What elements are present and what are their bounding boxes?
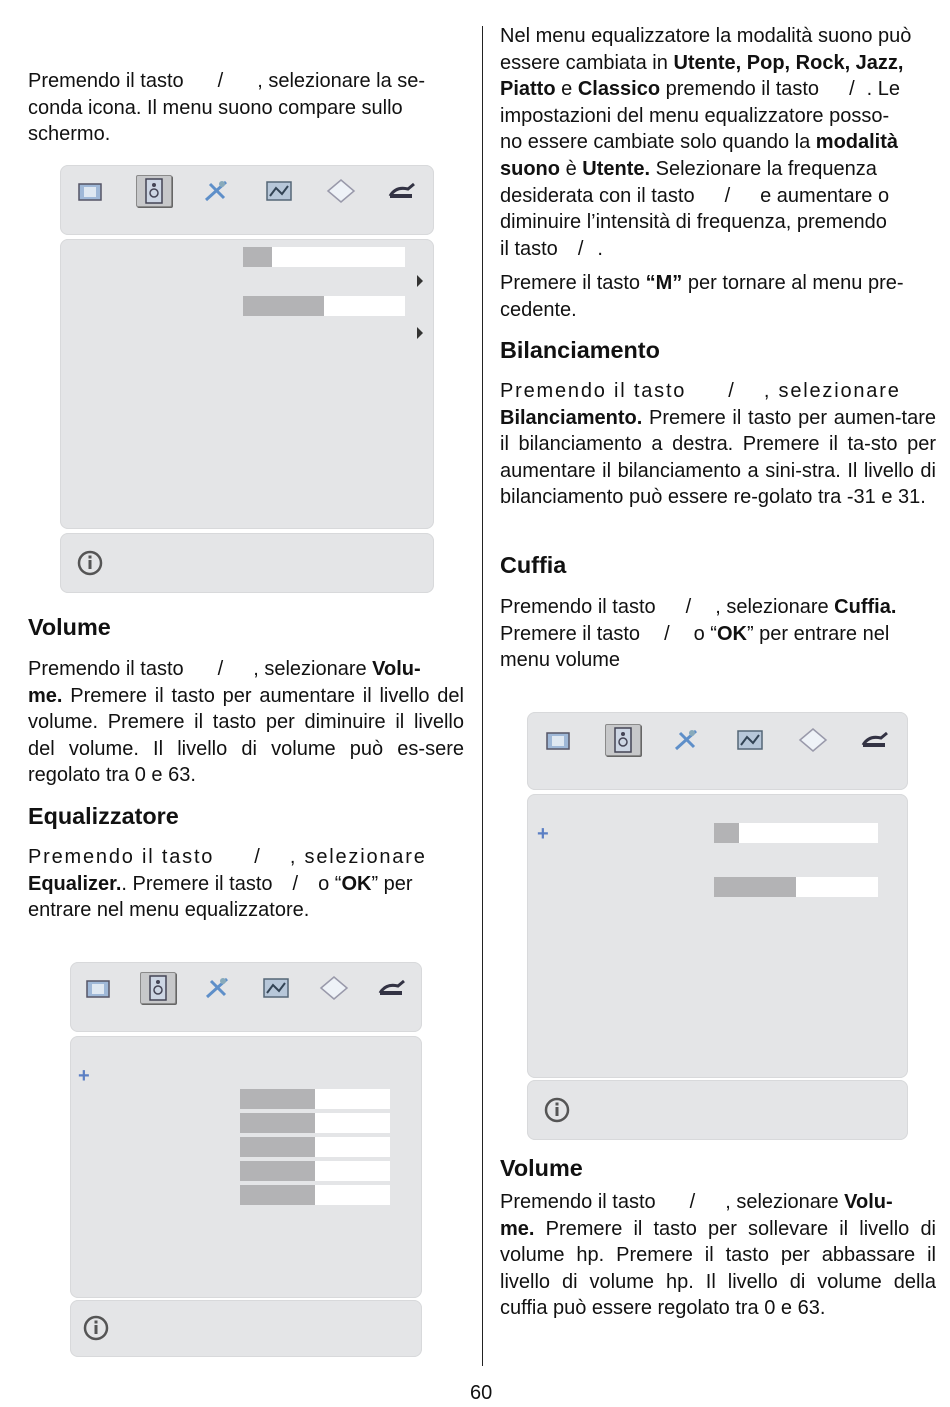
eqm-7b: /	[724, 184, 731, 207]
equalizer-band-bar[interactable]	[240, 1137, 390, 1157]
menu-icon-bar	[60, 165, 434, 235]
features-icon[interactable]	[670, 725, 704, 755]
install-icon[interactable]	[262, 176, 296, 206]
vol2-bold: Volu-	[844, 1191, 893, 1213]
equalizer-band-fill	[240, 1161, 315, 1181]
eqm-3b: e	[561, 78, 573, 101]
headphone-balance-fill	[714, 877, 796, 897]
eq-text-5: entrare nel menu equalizzatore.	[28, 899, 310, 922]
cuf-g: ” per entrare nel	[746, 622, 890, 645]
volume-text-a: Premendo il tasto	[28, 658, 184, 680]
balance-bar[interactable]	[243, 296, 405, 316]
eqm-3f: . Le	[866, 78, 900, 101]
eq-text-c: , selezionare	[289, 846, 427, 868]
volume-text-rest: Premere il tasto per aumentare il livello del volume. Premere il tasto per diminuire il livello del volume. Il livello di volume può es-sere regolato tra 0 e 63.	[28, 684, 464, 787]
volume-slash: /	[217, 658, 224, 680]
intro-text-1: Premendo il tasto	[28, 70, 184, 92]
bal-c: , selezionare	[763, 380, 901, 402]
vol2-a: Premendo il tasto	[500, 1191, 656, 1213]
bal-slash: /	[728, 380, 734, 402]
vol2-bold-2: me.	[500, 1217, 535, 1240]
eqm-5a: no essere cambiate solo quando la	[500, 131, 811, 154]
eqm-6d: Selezionare la frequenza	[655, 157, 877, 180]
headphone-balance-bar[interactable]	[714, 877, 878, 897]
eqm-3d: premendo il tasto	[665, 78, 820, 101]
balance-paragraph	[500, 378, 936, 511]
menu-icon-bar	[527, 712, 908, 790]
sound-icon[interactable]	[136, 175, 172, 207]
headphone-volume-paragraph	[500, 1189, 936, 1322]
eqm-8: diminuire l’intensità di frequenza, premendo	[500, 211, 887, 234]
tv-icon[interactable]	[376, 973, 410, 1003]
equalizer-band-fill	[240, 1113, 315, 1133]
bal-bold: Bilanciamento.	[500, 406, 643, 429]
eq-text-a: Premendo il tasto	[28, 846, 215, 868]
volume-paragraph	[28, 656, 464, 789]
cuf-slash-2: /	[664, 622, 670, 645]
volume-bold: Volu-	[372, 658, 421, 680]
eq-bold: Equalizer.	[28, 872, 122, 895]
intro-text-3: conda icona. Il menu suono compare sullo	[28, 96, 403, 119]
install-icon[interactable]	[259, 973, 293, 1003]
vol2-c: , selezionare	[725, 1191, 839, 1213]
m-b: “M”	[645, 272, 683, 294]
equalizer-band-bar[interactable]	[240, 1089, 390, 1109]
equalizer-band-fill	[240, 1137, 315, 1157]
menu-info-bar	[70, 1300, 422, 1357]
eq-text-4: ” per	[371, 872, 413, 895]
equalizer-band-fill	[240, 1089, 315, 1109]
equalizer-mode-paragraph	[500, 23, 936, 262]
volume-bar-fill	[243, 247, 272, 267]
eqm-3c: Classico	[577, 78, 661, 101]
equalizer-heading: Equalizzatore	[28, 803, 179, 829]
headphone-menu	[527, 712, 908, 1140]
cuf-slash: /	[685, 596, 692, 618]
eqm-6c: Utente.	[582, 157, 651, 180]
menu-info-bar	[527, 1080, 908, 1140]
eqm-6b: è	[565, 157, 577, 180]
eqm-6a: suono	[500, 157, 560, 180]
intro-slash: /	[217, 70, 224, 92]
menu-info-bar	[60, 533, 434, 593]
info-icon	[76, 549, 104, 577]
headphone-volume-heading: Volume	[500, 1155, 583, 1181]
equalizer-menu	[70, 962, 422, 1357]
equalizer-menu-body	[70, 1036, 422, 1298]
eqm-2b: Utente, Pop, Rock, Jazz,	[673, 51, 904, 74]
eqm-3a: Piatto	[500, 78, 556, 101]
picture-icon[interactable]	[82, 973, 116, 1003]
balance-bar-fill	[243, 296, 324, 316]
eq-text-3: o “	[318, 872, 342, 895]
menu-icons	[60, 175, 434, 207]
source-icon[interactable]	[796, 725, 830, 755]
source-icon[interactable]	[317, 973, 351, 1003]
menu-icons	[527, 724, 908, 756]
picture-icon[interactable]	[542, 725, 576, 755]
eq-ok: OK	[341, 872, 372, 895]
vol2-slash: /	[689, 1191, 696, 1213]
features-icon[interactable]	[200, 176, 234, 206]
cursor-plus-icon: +	[537, 823, 549, 845]
eqm-4: impostazioni del menu equalizzatore posso-	[500, 104, 890, 127]
menu-back-paragraph	[500, 270, 936, 323]
eqm-5b: modalità	[815, 131, 899, 154]
m-c: per tornare al menu pre-	[687, 272, 904, 294]
picture-icon[interactable]	[74, 176, 108, 206]
install-icon[interactable]	[733, 725, 767, 755]
eq-slash: /	[254, 846, 260, 868]
balance-heading: Bilanciamento	[500, 337, 660, 363]
cuf-h: menu volume	[500, 649, 621, 672]
bal-a: Premendo il tasto	[500, 380, 687, 402]
eq-text-1: . Premere il tasto	[121, 872, 273, 895]
eqm-9c: .	[597, 237, 603, 260]
m-a: Premere il tasto	[500, 272, 641, 294]
sound-icon[interactable]	[140, 972, 176, 1004]
cuf-c: , selezionare	[715, 596, 829, 618]
menu-icons	[70, 972, 422, 1004]
sound-menu	[60, 165, 434, 593]
volume-bold-2: me.	[28, 684, 63, 707]
intro-text-4: schermo.	[28, 123, 111, 146]
menu-icon-bar	[70, 962, 422, 1032]
volume-bar[interactable]	[243, 247, 405, 267]
features-icon[interactable]	[201, 973, 235, 1003]
source-icon[interactable]	[324, 176, 358, 206]
cuf-f: o “	[693, 622, 717, 645]
eqm-9a: il tasto	[500, 237, 558, 260]
page-number: 60	[470, 1382, 493, 1404]
intro-paragraph	[28, 68, 464, 148]
eqm-7a: desiderata con il tasto	[500, 184, 695, 207]
vol2-rest: Premere il tasto per sollevare il livello di volume hp. Premere il tasto per abbassare il livello di volume hp. Il livello di volume della cuffia può essere regolato tra 0 e 63.	[500, 1217, 937, 1320]
cuf-a: Premendo il tasto	[500, 596, 656, 618]
equalizer-arrow-icon[interactable]	[417, 275, 423, 287]
intro-text-2: , selezionare la se-	[257, 70, 426, 92]
headphone-heading: Cuffia	[500, 552, 567, 578]
sound-menu-body	[60, 239, 434, 529]
info-icon	[543, 1096, 571, 1124]
equalizer-band-fill	[240, 1185, 315, 1205]
eqm-3e: /	[849, 78, 855, 101]
equalizer-band-bar[interactable]	[240, 1113, 390, 1133]
eqm-7c: e aumentare o	[760, 184, 890, 207]
volume-text-c: , selezionare	[253, 658, 367, 680]
cuf-ok: OK	[716, 622, 747, 645]
cursor-plus-icon: +	[78, 1065, 90, 1087]
eq-slash-2: /	[292, 872, 299, 895]
cuf-d: Premere il tasto	[500, 622, 641, 645]
headphone-paragraph	[500, 594, 936, 674]
sound-icon[interactable]	[605, 724, 641, 756]
bal-rest: Premere il tasto per aumen-tare il bilanciamento a destra. Premere il ta-sto per aumentare il bilanciamento a sini-stra. Il livello di bilanciamento può essere re-golato tra -31 e 31.	[500, 406, 937, 509]
tv-icon[interactable]	[386, 176, 420, 206]
volume-heading: Volume	[28, 614, 111, 640]
eqm-1: Nel menu equalizzatore la modalità suono può	[500, 25, 912, 47]
eqm-9b: /	[577, 237, 584, 260]
m-d: cedente.	[500, 298, 577, 321]
tv-icon[interactable]	[859, 725, 893, 755]
headphone-volume-fill	[714, 823, 739, 843]
info-icon	[82, 1314, 110, 1342]
equalizer-band-bar[interactable]	[240, 1161, 390, 1181]
headphone-volume-bar[interactable]	[714, 823, 878, 843]
equalizer-band-bar[interactable]	[240, 1185, 390, 1205]
eqm-2a: essere cambiata in	[500, 51, 668, 74]
cuf-bold: Cuffia.	[834, 596, 897, 618]
headphone-menu-body	[527, 794, 908, 1078]
headphone-arrow-icon[interactable]	[417, 327, 423, 339]
equalizer-paragraph	[28, 844, 464, 924]
column-divider	[482, 26, 483, 1366]
